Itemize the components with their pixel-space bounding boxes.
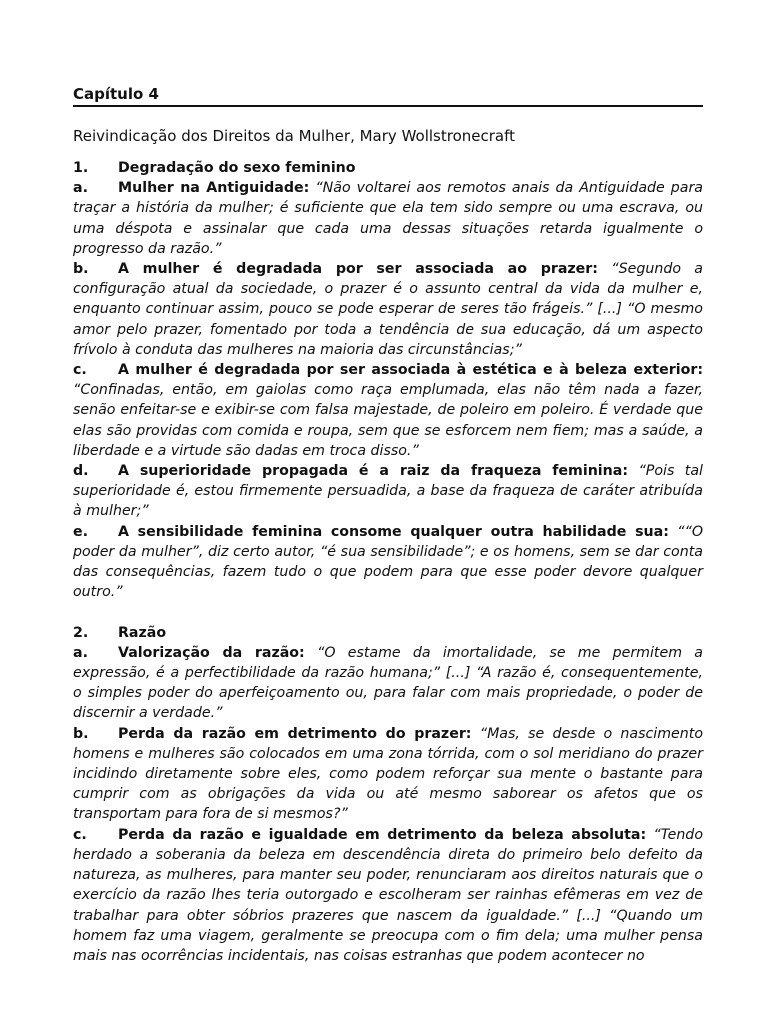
chapter-heading: Capítulo 4 xyxy=(73,84,703,107)
item-quote: “Pois tal superioridade é, estou firmemente persuadida, a base da fraqueza de caráter atribuída à mulher;” xyxy=(73,463,703,520)
item-quote: “Tendo herdado a soberania da beleza em descendência direta do primeiro belo defeito da natureza, as mulheres, para manter seu poder, renunciaram aos direitos naturais que o exercício da razão lhes teria outorgado e escolheram ser rainhas efêmeras em vez de trabalhar para obter sóbrios prazeres que nascem da igualdade.” [...] “Quando um homem faz uma viagem, geralmente se preocupa com o fim dela; uma mulher pensa mais nas ocorrências incidentais, nas coisas estranhas que podem acontecer no xyxy=(73,826,703,964)
list-item xyxy=(73,643,703,724)
item-letter: b. xyxy=(73,725,89,742)
item-letter: d. xyxy=(73,463,89,480)
item-title: Perda da razão em detrimento do prazer: xyxy=(118,725,472,742)
list-item xyxy=(73,360,703,461)
document-subtitle: Reivindicação dos Direitos da Mulher, Mary Wollstronecraft xyxy=(73,127,515,145)
list-item xyxy=(73,178,703,259)
item-title: Valorização da razão: xyxy=(118,644,305,661)
item-letter: e. xyxy=(73,523,89,540)
item-letter: c. xyxy=(73,826,87,843)
section-title: Razão xyxy=(118,624,167,641)
section-number: 1. xyxy=(73,160,89,176)
item-title: Mulher na Antiguidade: xyxy=(118,180,310,197)
item-quote: ““O poder da mulher”, diz certo autor, “é sua sensibilidade”; e os homens, sem se dar conta das consequências, fazem tudo o que podem para que esse poder devore qualquer outro.” xyxy=(73,523,703,601)
item-title: Perda da razão e igualdade em detrimento da beleza absoluta: xyxy=(118,826,647,843)
list-item xyxy=(73,461,703,522)
document-page xyxy=(73,84,703,966)
item-title: A mulher é degradada por ser associada ao prazer: xyxy=(118,261,598,278)
section-number: 2. xyxy=(73,624,89,641)
list-item xyxy=(73,522,703,603)
list-item xyxy=(73,259,703,360)
item-quote: “Mas, se desde o nascimento homens e mulheres são colocados em uma zona tórrida, com o sol meridiano do prazer incidindo diretamente sobre eles, como podem reforçar sua mente o bastante para cumprir com as obrigações da vida ou até mesmo saborear os afetos que os transportam para fora de si mesmos?” xyxy=(73,725,703,823)
item-letter: b. xyxy=(73,261,89,278)
section-heading xyxy=(73,158,703,178)
item-letter: a. xyxy=(73,644,88,661)
item-title: A sensibilidade feminina consome qualquer outra habilidade sua: xyxy=(118,523,669,540)
section-heading xyxy=(73,623,703,643)
section-title: Degradação do sexo feminino xyxy=(118,160,356,176)
item-title: A mulher é degradada por ser associada à estética e à beleza exterior: xyxy=(118,362,703,379)
list-item xyxy=(73,825,703,966)
list-item xyxy=(73,724,703,825)
item-letter: a. xyxy=(73,180,88,197)
item-quote: “Confinadas, então, em gaiolas como raça emplumada, elas não têm nada a fazer, senão enfeitar-se e exibir-se com falsa majestade, de poleiro em poleiro. É verdade que elas são providas com comida e roupa, sem que se esforcem nem fiem; mas a saúde, a liberdade e a virtude são dadas em troca disso.” xyxy=(73,382,703,459)
item-quote: “O estame da imortalidade, se me permitem a expressão, é a perfectibilidade da razão humana;” [...] “A razão é, consequentemente, o simples poder do aperfeiçoamento ou, para falar com mais propriedade, o poder de discernir a verdade.” xyxy=(73,644,703,722)
item-title: A superioridade propagada é a raiz da fraqueza feminina: xyxy=(118,463,629,480)
item-letter: c. xyxy=(73,362,87,379)
item-quote: “Não voltarei aos remotos anais da Antiguidade para traçar a história da mulher; é suficiente que ela tem sido sempre ou uma escrava, ou uma déspota e assinalar que cada uma dessas situações retarda igualmente o progresso da razão.” xyxy=(73,180,703,257)
item-quote: “Segundo a configuração atual da sociedade, o prazer é o assunto central da vida da mulher e, enquanto continuar assim, pouco se pode esperar de seres tão frágeis.” [...] “O mesmo amor pelo prazer, fomentado por toda a tendência de sua educação, dá um aspecto frívolo à conduta das mulheres na maioria das circunstâncias;” xyxy=(73,261,703,358)
